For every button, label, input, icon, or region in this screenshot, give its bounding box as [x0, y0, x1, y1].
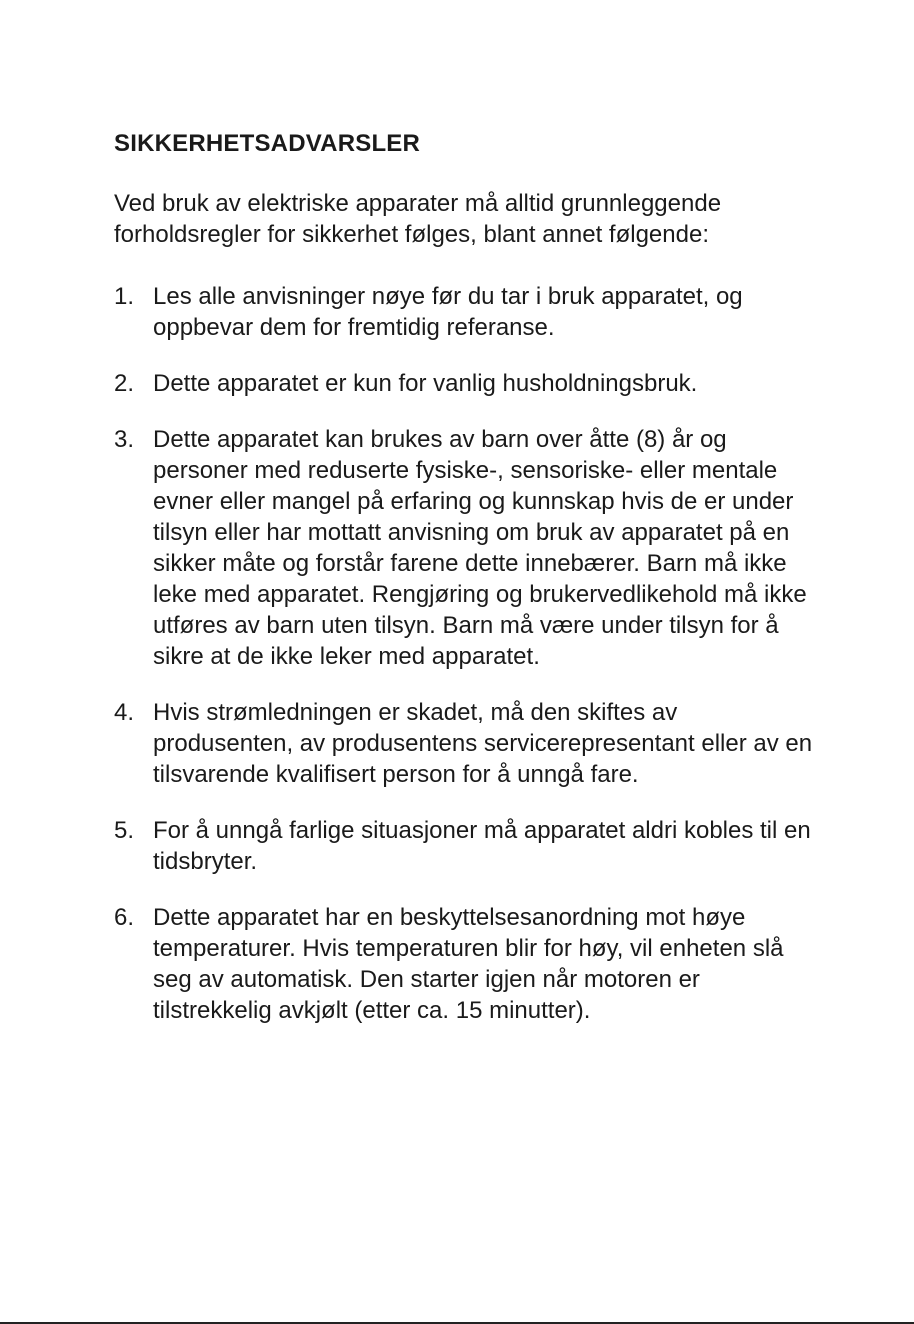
warning-text: Hvis strømledningen er skadet, må den skiftes av produsenten, av produsentens servicerepresentant eller av en tilsvarende kvalifisert person for å unngå fare.: [153, 699, 813, 788]
warning-text: Les alle anvisninger nøye før du tar i bruk apparatet, og oppbevar dem for fremtidig referanse.: [153, 283, 743, 341]
warning-text: Dette apparatet kan brukes av barn over åtte (8) år og personer med reduserte fysiske-, sensoriske- eller mentale evner eller mangel på erfaring og kunnskap hvis de er under tilsyn eller har mottatt anvisning om bruk av apparatet på en sikker måte og forstår farene dette innebærer. Barn må ikke leke med apparatet. Rengjøring og brukervedlikehold må ikke utføres av barn uten tilsyn. Barn må være under tilsyn for å sikre at de ikke leker med apparatet.: [153, 426, 807, 670]
warning-item-1: [114, 281, 814, 343]
warning-number: 2.: [114, 370, 135, 397]
document-page: [114, 128, 814, 1051]
warning-text: Dette apparatet har en beskyttelsesanordning mot høye temperaturer. Hvis temperaturen blir for høy, vil enheten slå seg av automatisk. Den starter igjen når motoren er tilstrekkelig avkjølt (etter ca. 15 minutter).: [153, 904, 784, 1024]
warning-text: Dette apparatet er kun for vanlig husholdningsbruk.: [153, 370, 698, 397]
warning-item-3: [114, 424, 814, 672]
warning-number: 1.: [114, 283, 135, 310]
warning-item-2: [114, 368, 814, 399]
warning-number: 5.: [114, 817, 135, 844]
page-title: SIKKERHETSADVARSLER: [114, 130, 421, 157]
warning-item-4: [114, 697, 814, 790]
warning-number: 6.: [114, 904, 135, 931]
safety-warnings-list: [114, 281, 814, 1026]
warning-item-6: [114, 902, 814, 1026]
intro-paragraph: Ved bruk av elektriske apparater må alltid grunnleggende forholdsregler for sikkerhet følges, blant annet følgende:: [114, 190, 722, 248]
warning-item-5: [114, 815, 814, 877]
warning-number: 4.: [114, 699, 135, 726]
warning-number: 3.: [114, 426, 135, 453]
warning-text: For å unngå farlige situasjoner må apparatet aldri kobles til en tidsbryter.: [153, 817, 811, 875]
